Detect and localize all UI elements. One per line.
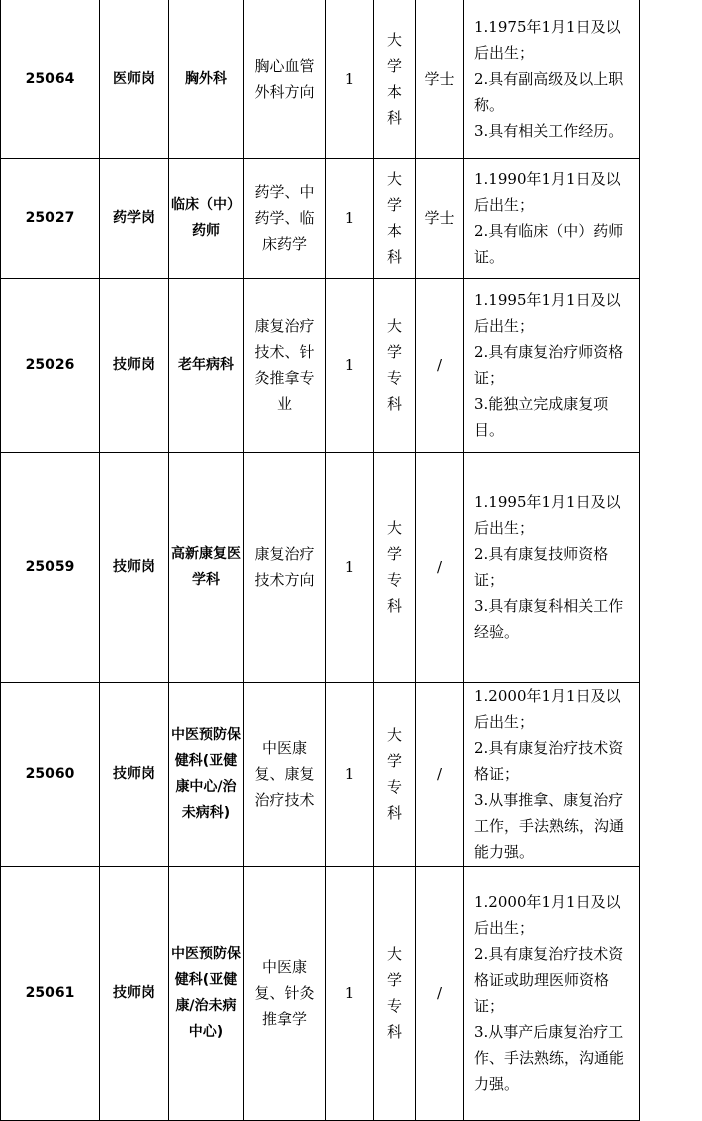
requirement-line: 1.1975年1月1日及以后出生； [474, 17, 621, 62]
education-cell: 大学专科 [374, 278, 416, 452]
table-row [1, 0, 640, 158]
requirement-line: 1.2000年1月1日及以后出生； [474, 687, 621, 731]
department-cell: 中医预防保健科(亚健康/治未病中心) [169, 866, 244, 1120]
table-row [1, 866, 640, 1120]
requirement-line: 1.2000年1月1日及以后出生； [474, 893, 621, 937]
post-type-cell: 技师岗 [100, 866, 169, 1120]
headcount-cell: 1 [326, 158, 374, 278]
table-row [1, 278, 640, 452]
headcount-cell: 1 [326, 278, 374, 452]
requirements-cell [464, 158, 640, 278]
major-cell: 中医康复、针灸推拿学 [244, 866, 326, 1120]
headcount-cell: 1 [326, 0, 374, 158]
degree-cell: 学士 [416, 0, 464, 158]
requirement-line: 2.具有康复治疗技术资格证或助理医师资格证； [474, 945, 624, 1015]
major-cell: 康复治疗技术、针灸推拿专业 [244, 278, 326, 452]
education-cell: 大学本科 [374, 158, 416, 278]
requirements-cell [464, 866, 640, 1120]
requirements-cell [464, 278, 640, 452]
headcount-cell: 1 [326, 452, 374, 682]
requirements-cell [464, 682, 640, 866]
requirement-line: 3.能独立完成康复项目。 [474, 395, 609, 439]
requirement-line: 3.从事推拿、康复治疗工作，手法熟练，沟通能力强。 [474, 791, 625, 861]
headcount-cell: 1 [326, 866, 374, 1120]
table-body [1, 0, 640, 1120]
major-cell: 药学、中药学、临床药学 [244, 158, 326, 278]
degree-cell: / [416, 682, 464, 866]
post-type-cell: 技师岗 [100, 682, 169, 866]
position-code-cell: 25059 [1, 452, 100, 682]
degree-cell: / [416, 278, 464, 452]
post-type-cell: 医师岗 [100, 0, 169, 158]
requirement-line: 2.具有临床（中）药师证。 [474, 222, 624, 266]
position-code-cell: 25027 [1, 158, 100, 278]
post-type-cell: 技师岗 [100, 452, 169, 682]
position-code-cell: 25060 [1, 682, 100, 866]
degree-cell: / [416, 866, 464, 1120]
major-cell: 胸心血管外科方向 [244, 0, 326, 158]
requirement-line: 1.1990年1月1日及以后出生； [474, 170, 621, 214]
table-row [1, 682, 640, 866]
degree-cell: / [416, 452, 464, 682]
requirement-line: 3.从事产后康复治疗工作、手法熟练，沟通能力强。 [474, 1023, 625, 1093]
table-row [1, 452, 640, 682]
requirement-line: 1.1995年1月1日及以后出生； [474, 291, 621, 335]
table-row [1, 158, 640, 278]
requirement-line: 1.1995年1月1日及以后出生； [474, 493, 621, 537]
education-cell: 大学专科 [374, 452, 416, 682]
department-cell: 高新康复医学科 [169, 452, 244, 682]
education-cell: 大学本科 [374, 0, 416, 158]
requirements-cell [464, 0, 640, 158]
requirement-line: 3.具有相关工作经历。 [474, 121, 624, 140]
position-code-cell: 25026 [1, 278, 100, 452]
major-cell: 康复治疗技术方向 [244, 452, 326, 682]
position-code-cell: 25064 [1, 0, 100, 158]
degree-cell: 学士 [416, 158, 464, 278]
requirement-line: 2.具有康复治疗师资格证； [474, 343, 624, 387]
post-type-cell: 药学岗 [100, 158, 169, 278]
requirements-cell [464, 452, 640, 682]
position-code-cell: 25061 [1, 866, 100, 1120]
headcount-cell: 1 [326, 682, 374, 866]
department-cell: 老年病科 [169, 278, 244, 452]
post-type-cell: 技师岗 [100, 278, 169, 452]
department-cell: 胸外科 [169, 0, 244, 158]
requirement-line: 2.具有副高级及以上职称。 [474, 69, 624, 114]
requirement-line: 2.具有康复治疗技术资格证； [474, 739, 624, 783]
department-cell: 中医预防保健科(亚健康中心/治未病科) [169, 682, 244, 866]
education-cell: 大学专科 [374, 682, 416, 866]
department-cell: 临床（中）药师 [169, 158, 244, 278]
education-cell: 大学专科 [374, 866, 416, 1120]
requirement-line: 3.具有康复科相关工作经验。 [474, 597, 624, 641]
major-cell: 中医康复、康复治疗技术 [244, 682, 326, 866]
requirement-line: 2.具有康复技师资格证； [474, 545, 609, 589]
